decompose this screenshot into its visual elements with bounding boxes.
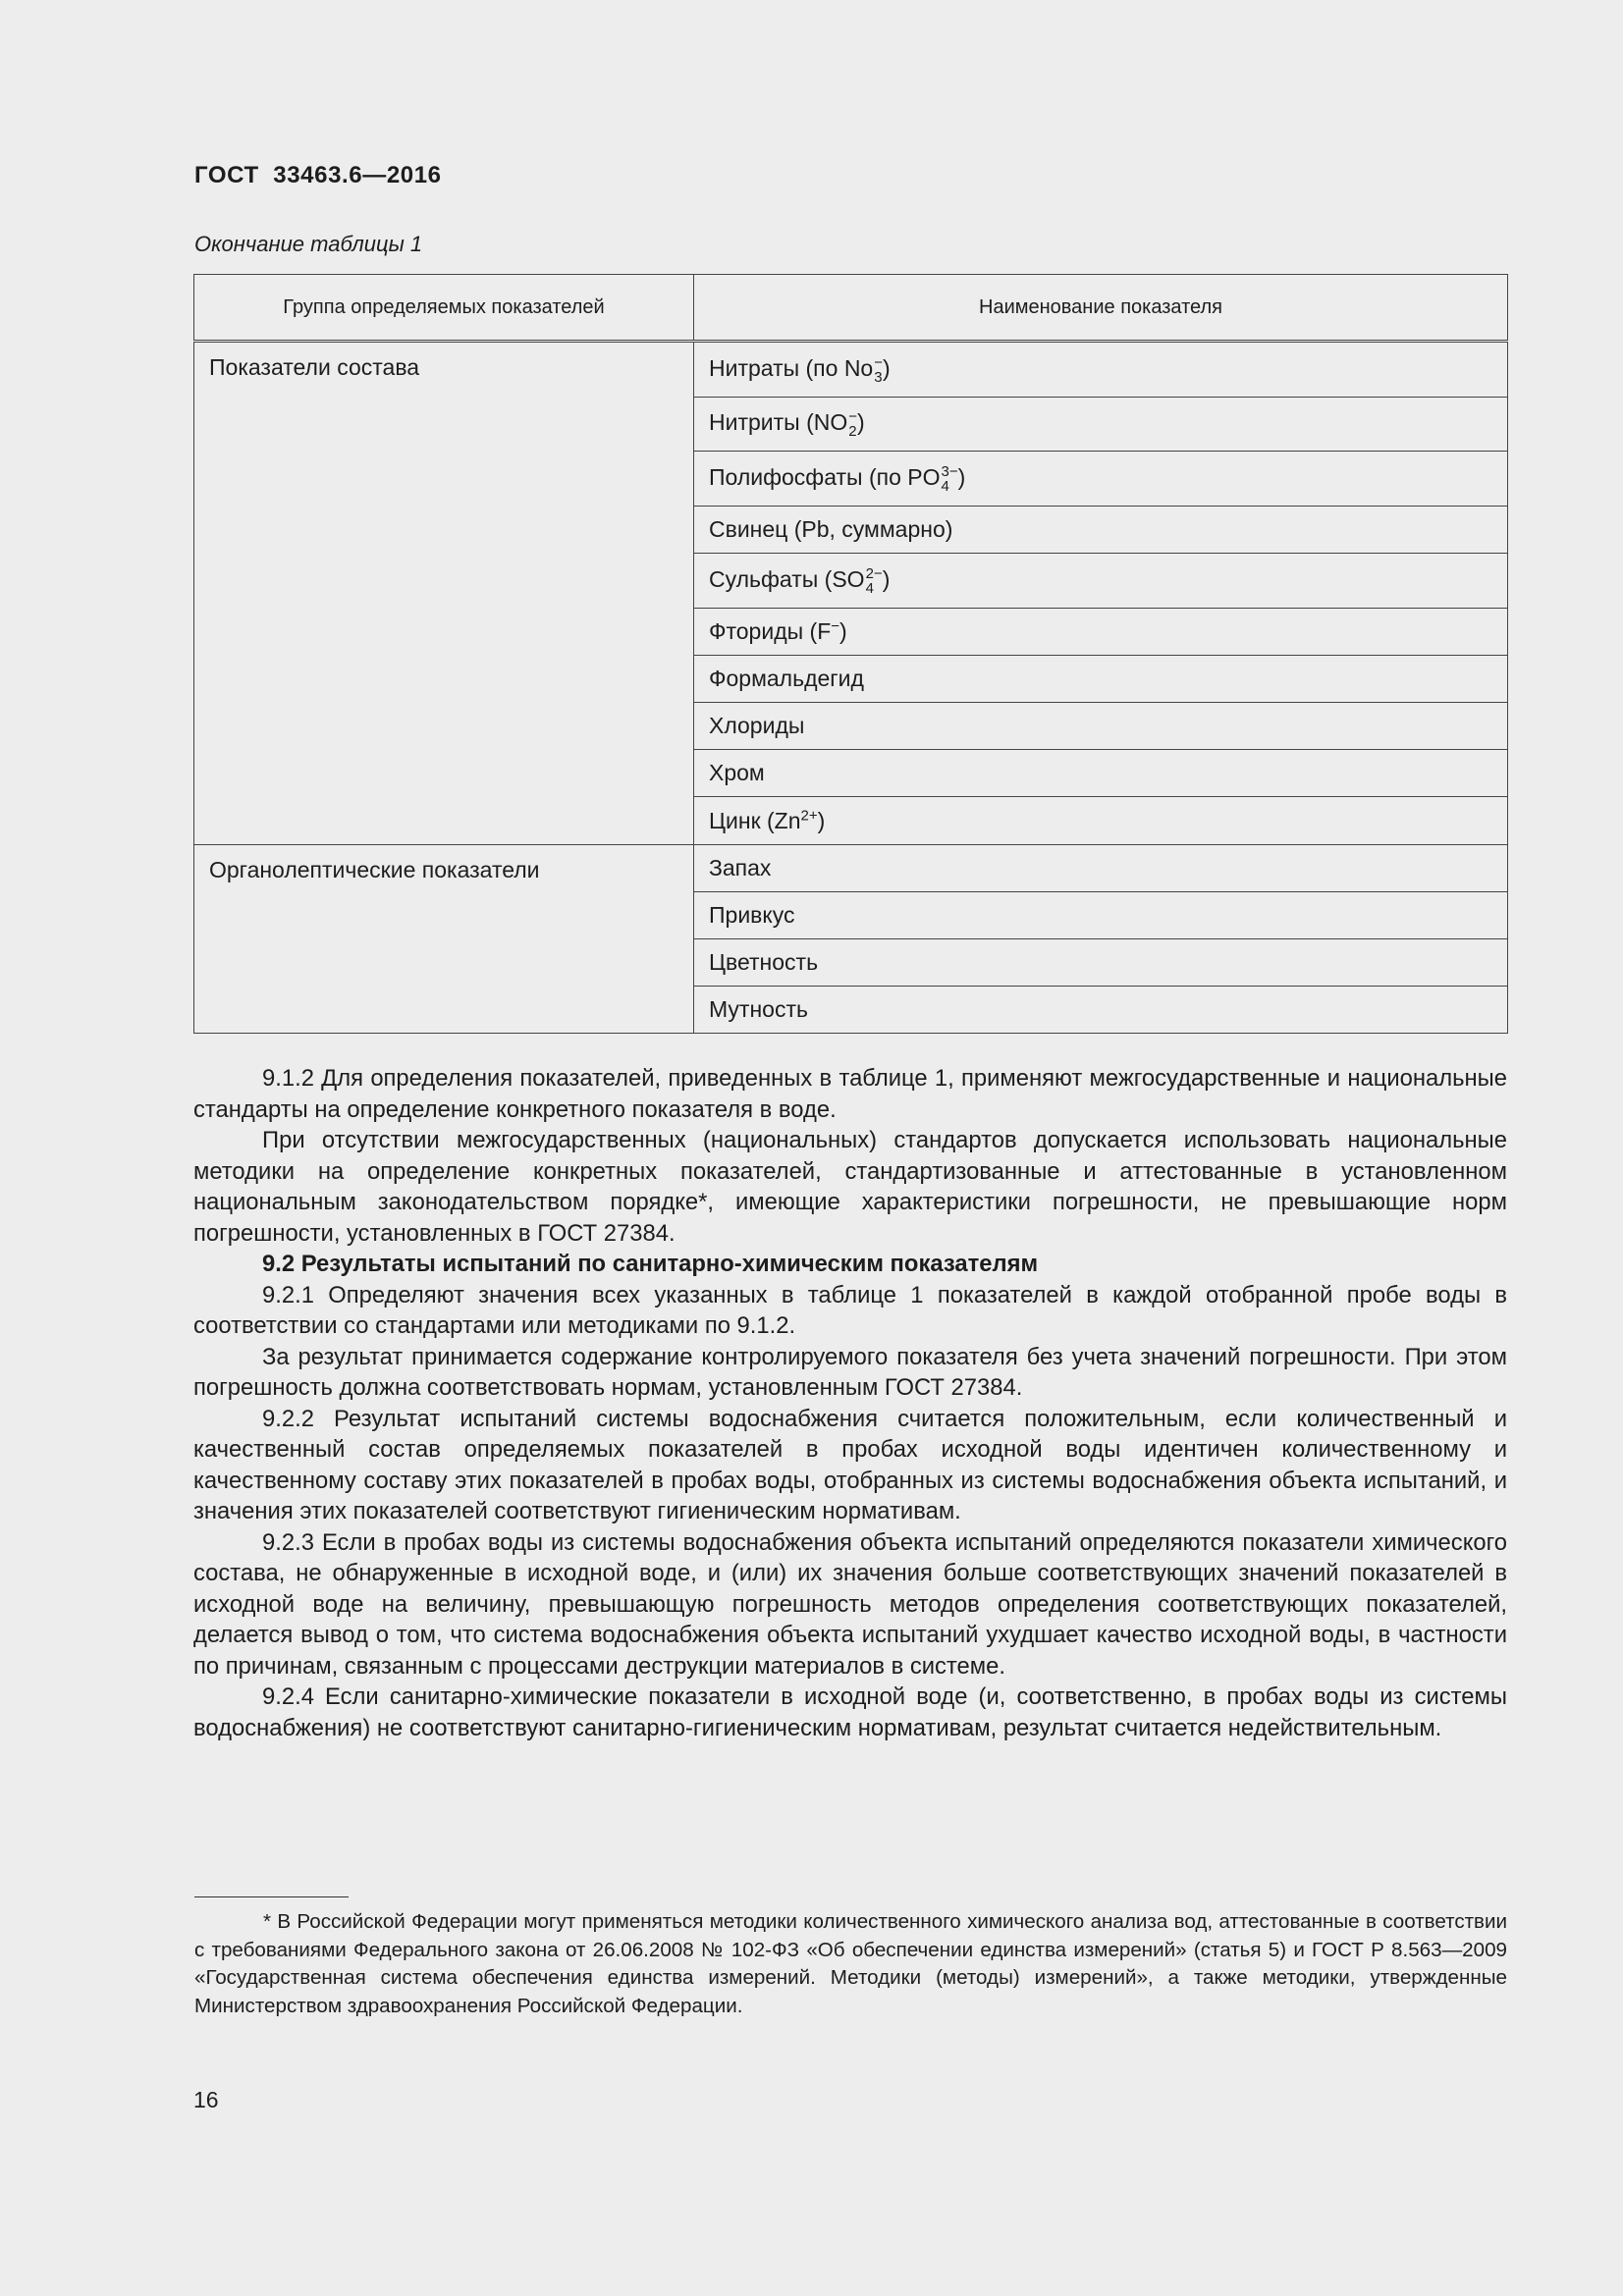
formula-subscript: 4: [865, 579, 874, 597]
formula-closing: ): [817, 807, 826, 833]
indicator-name-cell: [694, 452, 1508, 507]
paragraph-9-2-1: 9.2.1 Определяют значения всех указанных в таблице 1 показателей в каждой отобранной пробе воды в соответствии со стандартами или методиками по 9.1.2.: [193, 1281, 1507, 1339]
indicator-name-cell: Запах: [694, 845, 1508, 892]
indicator-name-cell: Свинец (Pb, суммарно): [694, 507, 1508, 554]
indicator-name-text: Полифосфаты (по PO: [709, 463, 941, 490]
paragraph-national-methods: При отсутствии межгосударственных (национальных) стандартов допускается использовать национальные методики на определение конкретных показателей, стандартизованные и аттестованные в установленном национальным законодательством порядке*, имеющие характеристики погрешности, не превышающие норм погрешности, установленных в ГОСТ 27384.: [193, 1127, 1507, 1247]
formula-charge: 2−: [865, 564, 883, 582]
formula-charge: 3−: [941, 462, 958, 480]
indicator-name-text: Сульфаты (SO: [709, 565, 865, 592]
table-caption: Окончание таблицы 1: [194, 232, 423, 256]
table-row: [194, 845, 1508, 892]
formula-closing: ): [839, 618, 847, 645]
table-body: [194, 342, 1508, 1034]
paragraph-result-accepted: За результат принимается содержание контролируемого показателя без учета значений погрешности. При этом погрешность должна соответствовать нормам, установленным ГОСТ 27384.: [193, 1343, 1507, 1401]
formula-closing: ): [957, 463, 966, 490]
indicator-name-cell: Хлориды: [694, 703, 1508, 750]
indicator-name-text: Нитраты (по No: [709, 354, 874, 381]
formula-charge: 2+: [800, 807, 818, 825]
table-row: [194, 342, 1508, 398]
paragraph-9-2-4: 9.2.4 Если санитарно-химические показатели в исходной воде (и, соответственно, в пробах воды из системы водоснабжения) не соответствуют санитарно-гигиеническим нормативам, результат считается недействительным.: [193, 1683, 1507, 1741]
indicator-name-cell: [694, 609, 1508, 656]
formula-index-stack: [848, 409, 857, 439]
paragraph-9-2-3: 9.2.3 Если в пробах воды из системы водоснабжения объекта испытаний определяются показатели химического состава, не обнаруженные в исходной воде, и (или) их значения больше соответствующих значений показателей в исходной воде на величину, превышающую погрешность методов определения соответствующих показателей, делается вывод о том, что система водоснабжения объекта испытаний ухудшает качество исходной воды, в частности по причинам, связанным с процессами деструкции материалов в системе.: [193, 1528, 1507, 1680]
group-label-cell: Показатели состава: [194, 342, 694, 845]
formula-closing: ): [883, 354, 891, 381]
formula-charge: −: [874, 353, 883, 371]
footnote-divider: [194, 1896, 349, 1897]
formula-subscript: 4: [941, 477, 949, 495]
page-number: 16: [193, 2087, 219, 2112]
formula-charge: −: [848, 408, 858, 425]
indicator-name-cell: [694, 554, 1508, 609]
formula-index-stack: [874, 355, 883, 385]
formula-closing: ): [857, 409, 865, 436]
indicator-name-cell: [694, 342, 1508, 398]
indicator-name-cell: Цветность: [694, 939, 1508, 987]
formula-index-stack: [866, 566, 883, 596]
indicator-name-text: Фториды (F: [709, 618, 832, 645]
indicator-name-cell: [694, 398, 1508, 452]
formula-charge: −: [831, 617, 840, 635]
indicator-name-cell: Привкус: [694, 892, 1508, 939]
formula-closing: ): [882, 565, 891, 592]
indicator-name-cell: Хром: [694, 750, 1508, 797]
indicators-table: [193, 274, 1508, 1034]
indicator-name-cell: Формальдегид: [694, 656, 1508, 703]
formula-subscript: 2: [848, 423, 857, 440]
indicator-name-text: Нитриты (NO: [709, 409, 848, 436]
paragraph-9-1-2: 9.1.2 Для определения показателей, приведенных в таблице 1, применяют межгосударственные и национальные стандарты на определение конкретного показателя в воде.: [193, 1065, 1507, 1123]
section-heading-9-2: 9.2 Результаты испытаний по санитарно-химическим показателям: [262, 1251, 1039, 1277]
table-container: [193, 274, 1508, 1034]
indicator-name-cell: Мутность: [694, 987, 1508, 1034]
indicator-name-cell: [694, 797, 1508, 845]
formula-subscript: 3: [874, 368, 883, 386]
column-header-name: Наименование показателя: [694, 275, 1508, 342]
column-header-group: Группа определяемых показателей: [194, 275, 694, 342]
document-header-title: ГОСТ 33463.6—2016: [194, 162, 442, 188]
footnote: * В Российской Федерации могут применяться методики количественного химического анализа вод, аттестованные в соответствии с требованиями Федерального закона от 26.06.2008 № 102-ФЗ «Об обеспечении единства измерений» (статья 5) и ГОСТ Р 8.563—2009 «Государственная система обеспечения единства измерений. Методики (методы) измерений», а также методики, утвержденные Министерством здравоохранения Российской Федерации.: [194, 1910, 1507, 2017]
table-header-row: [194, 275, 1508, 342]
group-label-cell: Органолептические показатели: [194, 845, 694, 1034]
paragraph-9-2-2: 9.2.2 Результат испытаний системы водоснабжения считается положительным, если количественный и качественный состав определяемых показателей в пробах исходной воды идентичен количественному и качественному составу этих показателей в пробах воды, отобранных из системы водоснабжения объекта испытаний, и значения этих показателей соответствуют гигиеническим нормативам.: [193, 1405, 1507, 1524]
formula-index-stack: [942, 464, 958, 494]
indicator-name-text: Цинк (Zn: [709, 807, 801, 833]
body-text: [193, 1063, 1507, 1743]
